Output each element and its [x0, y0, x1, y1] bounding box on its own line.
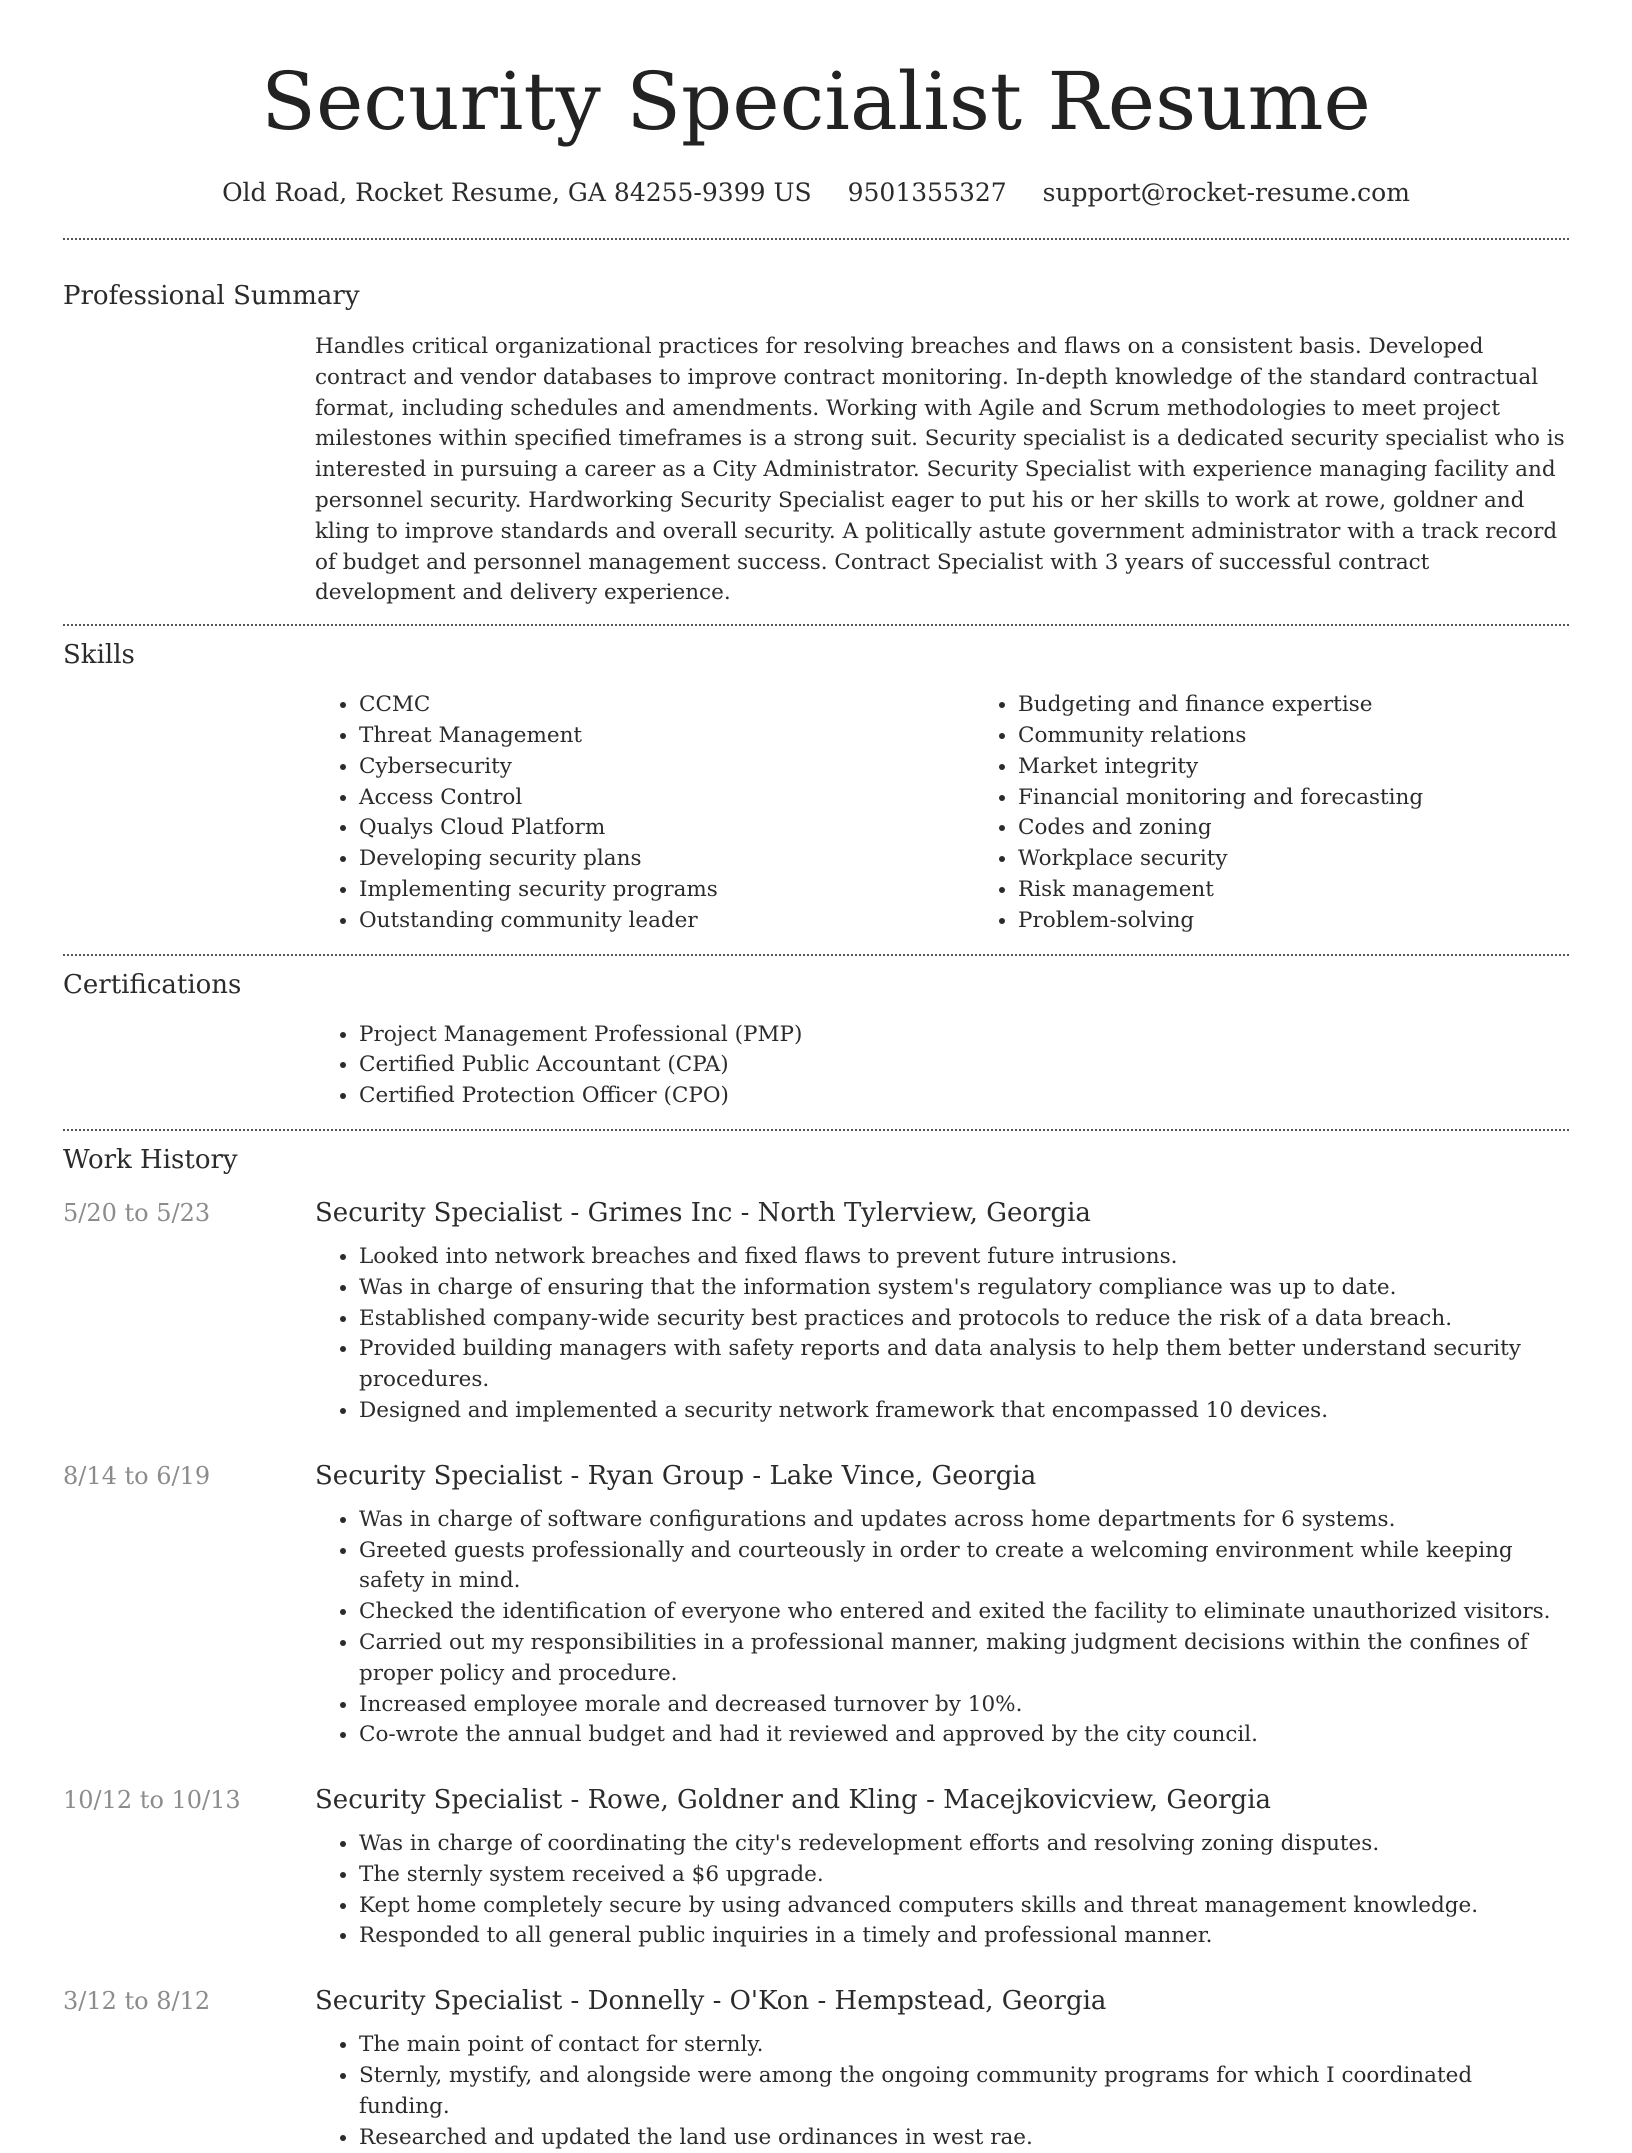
contact-line [0, 176, 1632, 210]
certifications-section [0, 967, 1632, 1112]
summary-section [0, 278, 1632, 609]
certification-item: • Project Management Professional (PMP) [359, 1020, 1569, 1051]
skill-item: • Financial monitoring and forecasting [1018, 783, 1569, 814]
job-bullet: • Was in charge of software configurations and updates across home departments for 6 systems. [359, 1505, 1569, 1536]
job-title: Security Specialist - Rowe, Goldner and Kling - Macejkovicview, Georgia [315, 1785, 1272, 1816]
job-bullet: • Was in charge of ensuring that the information system's regulatory compliance was up to date. [359, 1273, 1569, 1304]
job-bullet: • Increased employee morale and decreased turnover by 10%. [359, 1690, 1569, 1721]
job-bullet: • Co-wrote the annual budget and had it reviewed and approved by the city council. [359, 1720, 1569, 1751]
skills-list-right [974, 690, 1569, 936]
contact-phone: 9501355327 [847, 178, 1007, 207]
skill-item: • Budgeting and finance expertise [1018, 690, 1569, 721]
job-bullet: • Looked into network breaches and fixed flaws to prevent future intrusions. [359, 1242, 1569, 1273]
skill-item: • Workplace security [1018, 844, 1569, 875]
job-dates: 5/20 to 5/23 [63, 1198, 211, 1227]
skill-item: • Market integrity [1018, 752, 1569, 783]
contact-email[interactable]: support@rocket-resume.com [1042, 178, 1410, 207]
job-bullet: • Greeted guests professionally and courteously in order to create a welcoming environment while keeping safety in mind. [359, 1536, 1569, 1598]
job-bullet: • Provided building managers with safety reports and data analysis to help them better understand security procedures. [359, 1334, 1569, 1396]
job-dates: 8/14 to 6/19 [63, 1461, 211, 1490]
job-bullet: • Responded to all general public inquiries in a timely and professional manner. [359, 1921, 1569, 1952]
skill-item: • Threat Management [359, 721, 974, 752]
skill-item: • Codes and zoning [1018, 813, 1569, 844]
job-title: Security Specialist - Grimes Inc - North Tylerview, Georgia [315, 1197, 1091, 1228]
job-bullets [315, 1505, 1569, 1751]
divider [63, 1129, 1569, 1131]
certification-item: • Certified Protection Officer (CPO) [359, 1081, 1569, 1112]
summary-heading: Professional Summary [63, 281, 360, 311]
skill-item: • Access Control [359, 783, 974, 814]
job-bullet: • The sternly system received a $6 upgrade. [359, 1860, 1569, 1891]
skill-item: • Implementing security programs [359, 875, 974, 906]
job-bullet: • Sternly, mystify, and alongside were among the ongoing community programs for which I coordinated funding. [359, 2061, 1569, 2123]
job-bullet: • Designed and implemented a security network framework that encompassed 10 devices. [359, 1396, 1569, 1427]
skill-item: • Cybersecurity [359, 752, 974, 783]
contact-address: Old Road, Rocket Resume, GA 84255-9399 US [222, 178, 812, 207]
job-dates: 3/12 to 8/12 [63, 1987, 211, 2016]
job-bullets [315, 1829, 1569, 1952]
job-bullet: • Checked the identification of everyone who entered and exited the facility to eliminate unauthorized visitors. [359, 1597, 1569, 1628]
resume-title: Security Specialist Resume [261, 55, 1371, 148]
job-bullet: • Kept home completely secure by using advanced computers skills and threat management knowledge. [359, 1891, 1569, 1922]
divider [63, 624, 1569, 626]
skill-item: • CCMC [359, 690, 974, 721]
skill-item: • Community relations [1018, 721, 1569, 752]
work-history-section [0, 1142, 1632, 2153]
certifications-heading: Certifications [63, 969, 242, 1000]
job-title: Security Specialist - Ryan Group - Lake Vince, Georgia [315, 1460, 1037, 1491]
skills-heading: Skills [63, 640, 135, 671]
summary-text: Handles critical organizational practices for resolving breaches and flaws on a consistent basis. Developed contract and vendor databases to improve contract monitoring. In-depth knowledge of the standard contractual format, including schedules and amendments. Working with Agile and Scrum methodologies to meet project milestones within specified timeframes is a strong suit. Security specialist is a dedicated security specialist who is interested in pursuing a career as a City Administrator. Security Specialist with experience managing facility and personnel security. Hardworking Security Specialist eager to put his or her skills to work at rowe, goldner and kling to improve standards and overall security. A politically astute government administrator with a track record of budget and personnel management success. Contract Specialist with 3 years of successful contract development and delivery experience. [315, 334, 1565, 606]
job-bullet: • The main point of contact for sternly. [359, 2030, 1569, 2061]
divider [63, 954, 1569, 956]
skills-section [0, 637, 1632, 936]
job-title: Security Specialist - Donnelly - O'Kon - Hempstead, Georgia [315, 1986, 1107, 2017]
job-bullet: • Was in charge of coordinating the city's redevelopment efforts and resolving zoning disputes. [359, 1829, 1569, 1860]
skill-item: • Qualys Cloud Platform [359, 813, 974, 844]
skill-item: • Risk management [1018, 875, 1569, 906]
job-bullet: • Researched and updated the land use ordinances in west rae. [359, 2123, 1569, 2153]
skill-item: • Problem-solving [1018, 906, 1569, 937]
job-entry [0, 1984, 1632, 2153]
skill-item: • Developing security plans [359, 844, 974, 875]
job-bullets [315, 1242, 1569, 1427]
certifications-list [315, 1020, 1569, 1112]
divider [63, 238, 1569, 240]
job-entry [0, 1459, 1632, 1751]
job-bullets [315, 2030, 1569, 2153]
certification-item: • Certified Public Accountant (CPA) [359, 1050, 1569, 1081]
job-bullet: • Established company-wide security best practices and protocols to reduce the risk of a data breach. [359, 1304, 1569, 1335]
job-entry [0, 1196, 1632, 1427]
skill-item: • Outstanding community leader [359, 906, 974, 937]
job-bullet: • Carried out my responsibilities in a professional manner, making judgment decisions within the confines of proper policy and procedure. [359, 1628, 1569, 1690]
work-history-heading: Work History [63, 1144, 238, 1175]
job-entry [0, 1783, 1632, 1952]
skills-list-left [315, 690, 974, 936]
job-dates: 10/12 to 10/13 [63, 1786, 241, 1815]
